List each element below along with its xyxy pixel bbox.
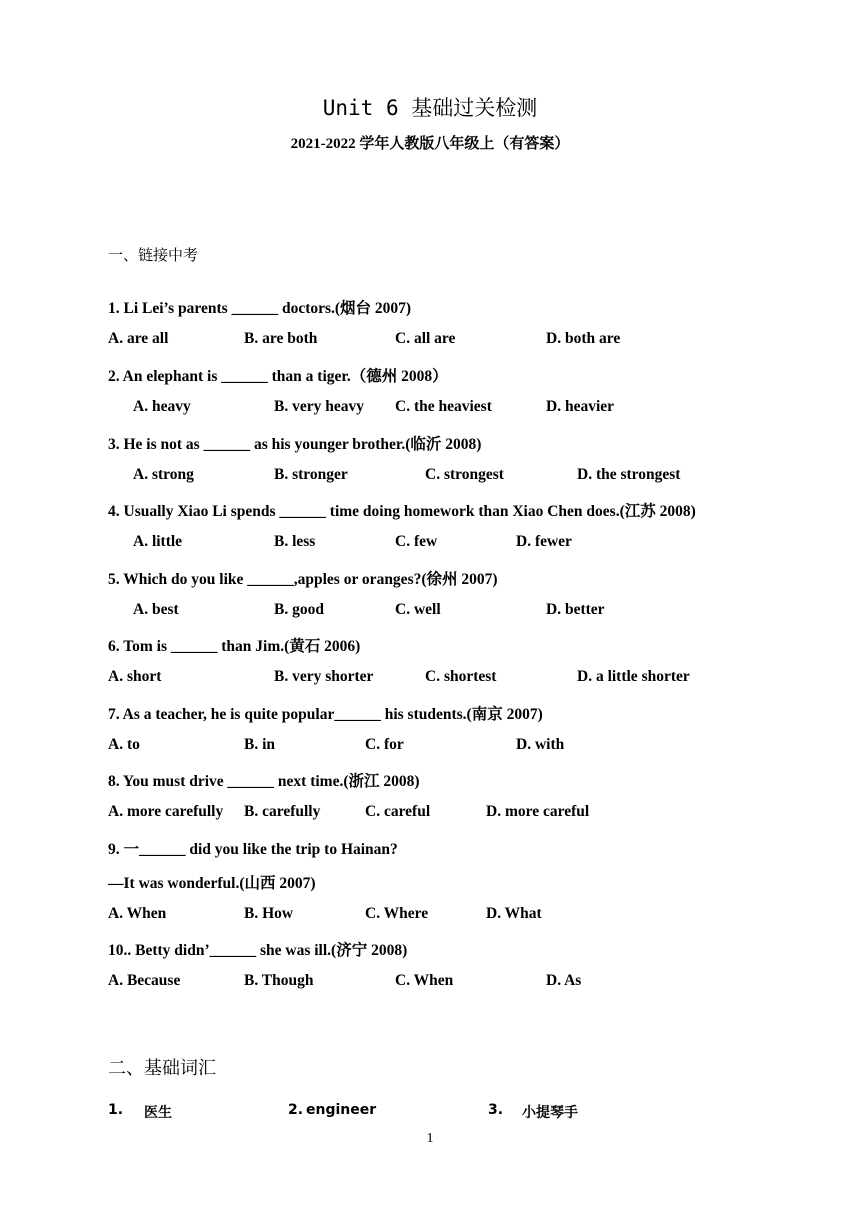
option-d: D. fewer — [516, 533, 572, 550]
option-c: C. shortest — [425, 668, 497, 685]
question-stem: 7. As a teacher, he is quite popular______ his students.(南京 2007) — [108, 706, 543, 723]
vocab-number: 1. — [108, 1102, 124, 1118]
question-stem: 1. Li Lei’s parents ______ doctors.(烟台 2007) — [108, 300, 412, 317]
section-heading-basic-vocabulary: 二、基础词汇 — [108, 1058, 216, 1079]
document-subtitle: 2021-2022 学年人教版八年级上（有答案） — [290, 136, 570, 152]
option-b: B. very heavy — [274, 398, 364, 415]
option-a: A. When — [108, 905, 167, 922]
question-options — [0, 668, 860, 690]
option-d: D. a little shorter — [577, 668, 690, 685]
option-b: B. good — [274, 601, 324, 618]
option-b: B. in — [244, 736, 276, 753]
option-d: D. heavier — [546, 398, 615, 415]
option-d: D. both are — [546, 330, 621, 347]
question-stem: 8. You must drive ______ next time.(浙江 2008) — [108, 773, 420, 790]
option-c: C. When — [395, 972, 454, 989]
question-stem: 3. He is not as ______ as his younger brother.(临沂 2008) — [108, 436, 482, 453]
section-heading-exam-link: 一、链接中考 — [108, 246, 199, 264]
option-d: D. the strongest — [577, 466, 681, 483]
option-a: A. heavy — [133, 398, 191, 415]
vocab-word: 医生 — [144, 1105, 172, 1121]
option-d: D. better — [546, 601, 605, 618]
option-a: A. Because — [108, 972, 181, 989]
vocab-number: 2. — [288, 1102, 304, 1118]
question-options — [0, 601, 860, 623]
document-title: Unit 6 基础过关检测 — [322, 96, 538, 120]
question-options — [0, 905, 860, 927]
question-options — [0, 466, 860, 488]
option-d: D. What — [486, 905, 542, 922]
question-options — [0, 330, 860, 352]
vocabulary-row — [0, 1102, 860, 1124]
option-d: D. with — [516, 736, 565, 753]
question-stem: 4. Usually Xiao Li spends ______ time doing homework than Xiao Chen does.(江苏 2008) — [108, 503, 696, 520]
option-d: D. As — [546, 972, 582, 989]
option-a: A. strong — [133, 466, 194, 483]
option-d: D. more careful — [486, 803, 590, 820]
option-c: C. for — [365, 736, 404, 753]
option-c: C. few — [395, 533, 438, 550]
option-a: A. to — [108, 736, 140, 753]
option-c: C. Where — [365, 905, 429, 922]
option-a: A. little — [133, 533, 183, 550]
option-b: B. carefully — [244, 803, 321, 820]
option-b: B. very shorter — [274, 668, 374, 685]
option-a: A. short — [108, 668, 162, 685]
option-b: B. less — [274, 533, 316, 550]
question-options — [0, 803, 860, 825]
question-stem-continued: —It was wonderful.(山西 2007) — [108, 875, 316, 892]
vocab-number: 3. — [488, 1102, 504, 1118]
question-stem: 10.. Betty didn’______ she was ill.(济宁 2008) — [108, 942, 408, 959]
vocab-word: engineer — [306, 1102, 377, 1118]
question-options — [0, 972, 860, 994]
option-c: C. strongest — [425, 466, 504, 483]
option-b: B. Though — [244, 972, 314, 989]
question-options — [0, 398, 860, 420]
question-options — [0, 736, 860, 758]
option-a: A. best — [133, 601, 179, 618]
option-c: C. all are — [395, 330, 456, 347]
option-a: A. are all — [108, 330, 169, 347]
option-b: B. How — [244, 905, 294, 922]
page-number: 1 — [426, 1131, 434, 1146]
question-stem: 6. Tom is ______ than Jim.(黄石 2006) — [108, 638, 361, 655]
question-stem: 9. 一______ did you like the trip to Hainan? — [108, 841, 398, 858]
option-c: C. the heaviest — [395, 398, 492, 415]
option-b: B. stronger — [274, 466, 348, 483]
option-b: B. are both — [244, 330, 318, 347]
vocab-word: 小提琴手 — [522, 1105, 578, 1121]
option-c: C. careful — [365, 803, 431, 820]
option-c: C. well — [395, 601, 441, 618]
question-stem: 2. An elephant is ______ than a tiger.（德州 2008） — [108, 368, 448, 385]
question-stem: 5. Which do you like ______,apples or oranges?(徐州 2007) — [108, 571, 498, 588]
option-a: A. more carefully — [108, 803, 224, 820]
question-options — [0, 533, 860, 555]
